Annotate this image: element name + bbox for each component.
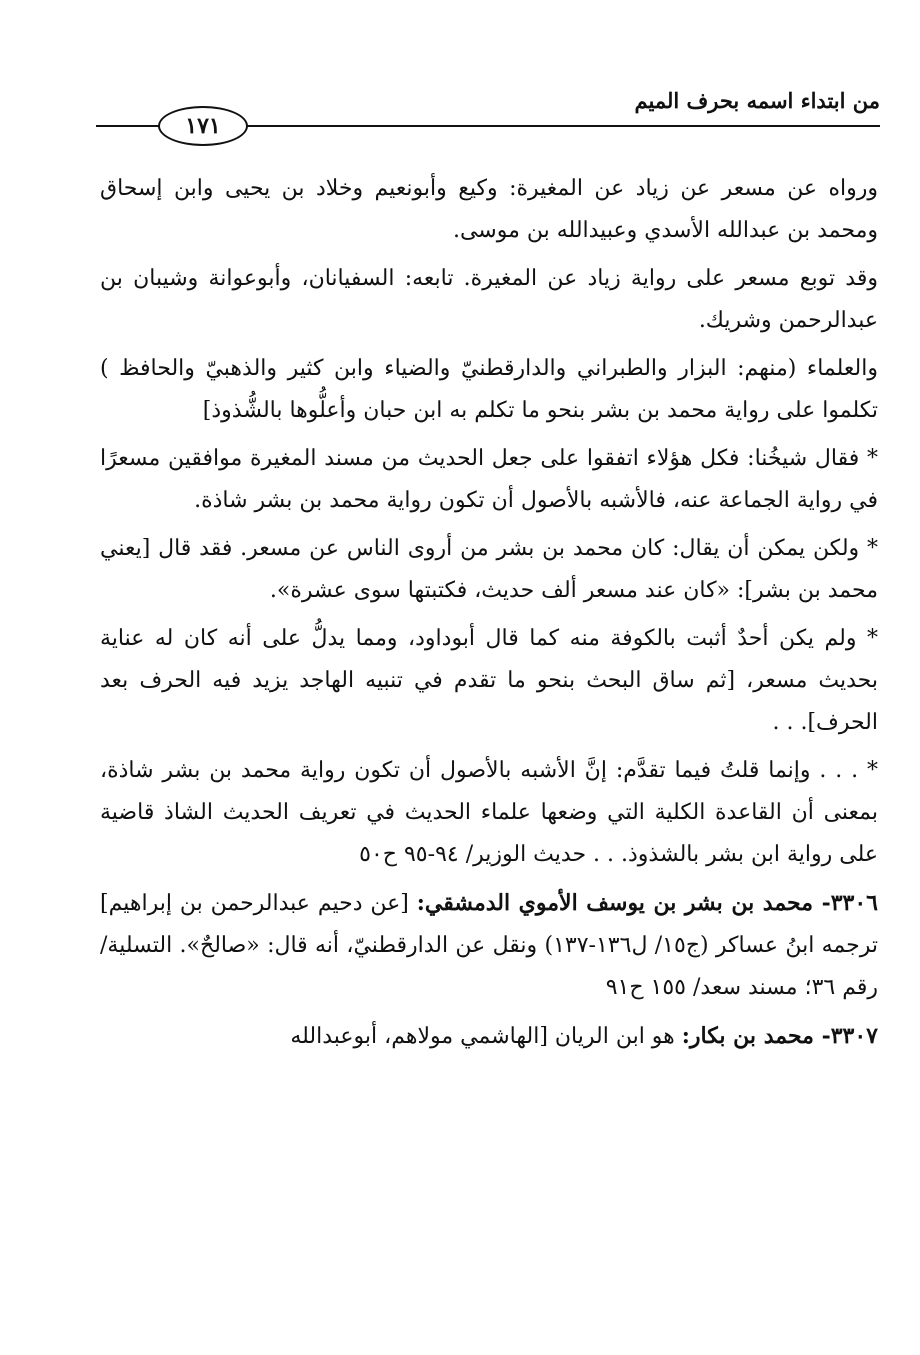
paragraph-text: [عن دحيم عبدالرحمن بن إبراهيم] ترجمه ابنُ عساكر (ج١٥/ ل١٣٦-١٣٧) ونقل عن الدارقطنيّ، أنه قال: «صالحٌ». التسلية/ رقم ٣٦؛ مسند سعد/ ١٥٥ ح٩١ xyxy=(100,891,879,1000)
page-header xyxy=(96,82,880,142)
paragraph xyxy=(100,528,878,612)
running-title: من ابتداء اسمه بحرف الميم xyxy=(634,88,880,113)
paragraph-text: * ولكن يمكن أن يقال: كان محمد بن بشر من أروى الناس عن مسعر. فقد قال [يعني محمد بن بشر]: «كان عند مسعر ألف حديث، فكتبتها سوى عشرة». xyxy=(100,536,878,603)
paragraph-text: وقد توبع مسعر على رواية زياد عن المغيرة. تابعه: السفيانان، وأبوعوانة وشيبان بن عبدالرحمن وشريك. xyxy=(100,266,878,333)
paragraph-text: * ولم يكن أحدٌ أثبت بالكوفة منه كما قال أبوداود، ومما يدلُّ على أنه كان له عناية بحديث مسعر، [ثم ساق البحث بنحو ما تقدم في تنبيه الهاجد يزيد فيه الحرف بعد الحرف]. . . xyxy=(100,626,878,735)
paragraph xyxy=(100,618,878,744)
paragraph-text: * . . . وإنما قلتُ فيما تقدَّم: إنَّ الأشبه بالأصول أن تكون رواية محمد بن بشر شاذة، بمعنى أن القاعدة الكلية التي وضعها علماء الحديث في تعريف الحديث الشاذ قاضية على رواية ابن بشر بالشذوذ. . . حديث الوزير/ ٩٤-٩٥ ح٥٠ xyxy=(100,758,878,867)
entry-heading: ٣٣٠٧- محمد بن بكار: xyxy=(681,1023,878,1049)
entry-paragraph xyxy=(100,1015,878,1058)
paragraph xyxy=(100,438,878,522)
paragraph xyxy=(100,168,878,252)
entry-heading: ٣٣٠٦- محمد بن بشر بن يوسف الأموي الدمشقي: xyxy=(416,890,878,916)
paragraph xyxy=(100,348,878,432)
paragraph xyxy=(100,750,878,876)
page-body xyxy=(100,168,878,1064)
paragraph-text: والعلماء (منهم: البزار والطبراني والدارقطنيّ والضياء وابن كثير والذهبيّ والحافظ ) تكلموا على رواية محمد بن بشر بنحو ما تكلم به ابن حبان وأعلُّوها بالشُّذوذ] xyxy=(100,356,878,423)
paragraph-text: * فقال شيخُنا: فكل هؤلاء اتفقوا على جعل الحديث من مسند المغيرة موافقين مسعرًا في رواية الجماعة عنه، فالأشبه بالأصول أن تكون رواية محمد بن بشر شاذة. xyxy=(100,446,878,513)
page-number: ١٧١ xyxy=(158,106,248,146)
entry-paragraph xyxy=(100,882,878,1009)
paragraph-text: هو ابن الريان [الهاشمي مولاهم، أبوعبدالله xyxy=(290,1024,682,1049)
paragraph xyxy=(100,258,878,342)
paragraph-text: ورواه عن مسعر عن زياد عن المغيرة: وكيع وأبونعيم وخلاد بن يحيى وابن إسحاق ومحمد بن عبدالله الأسدي وعبيدالله بن موسى. xyxy=(100,176,878,243)
